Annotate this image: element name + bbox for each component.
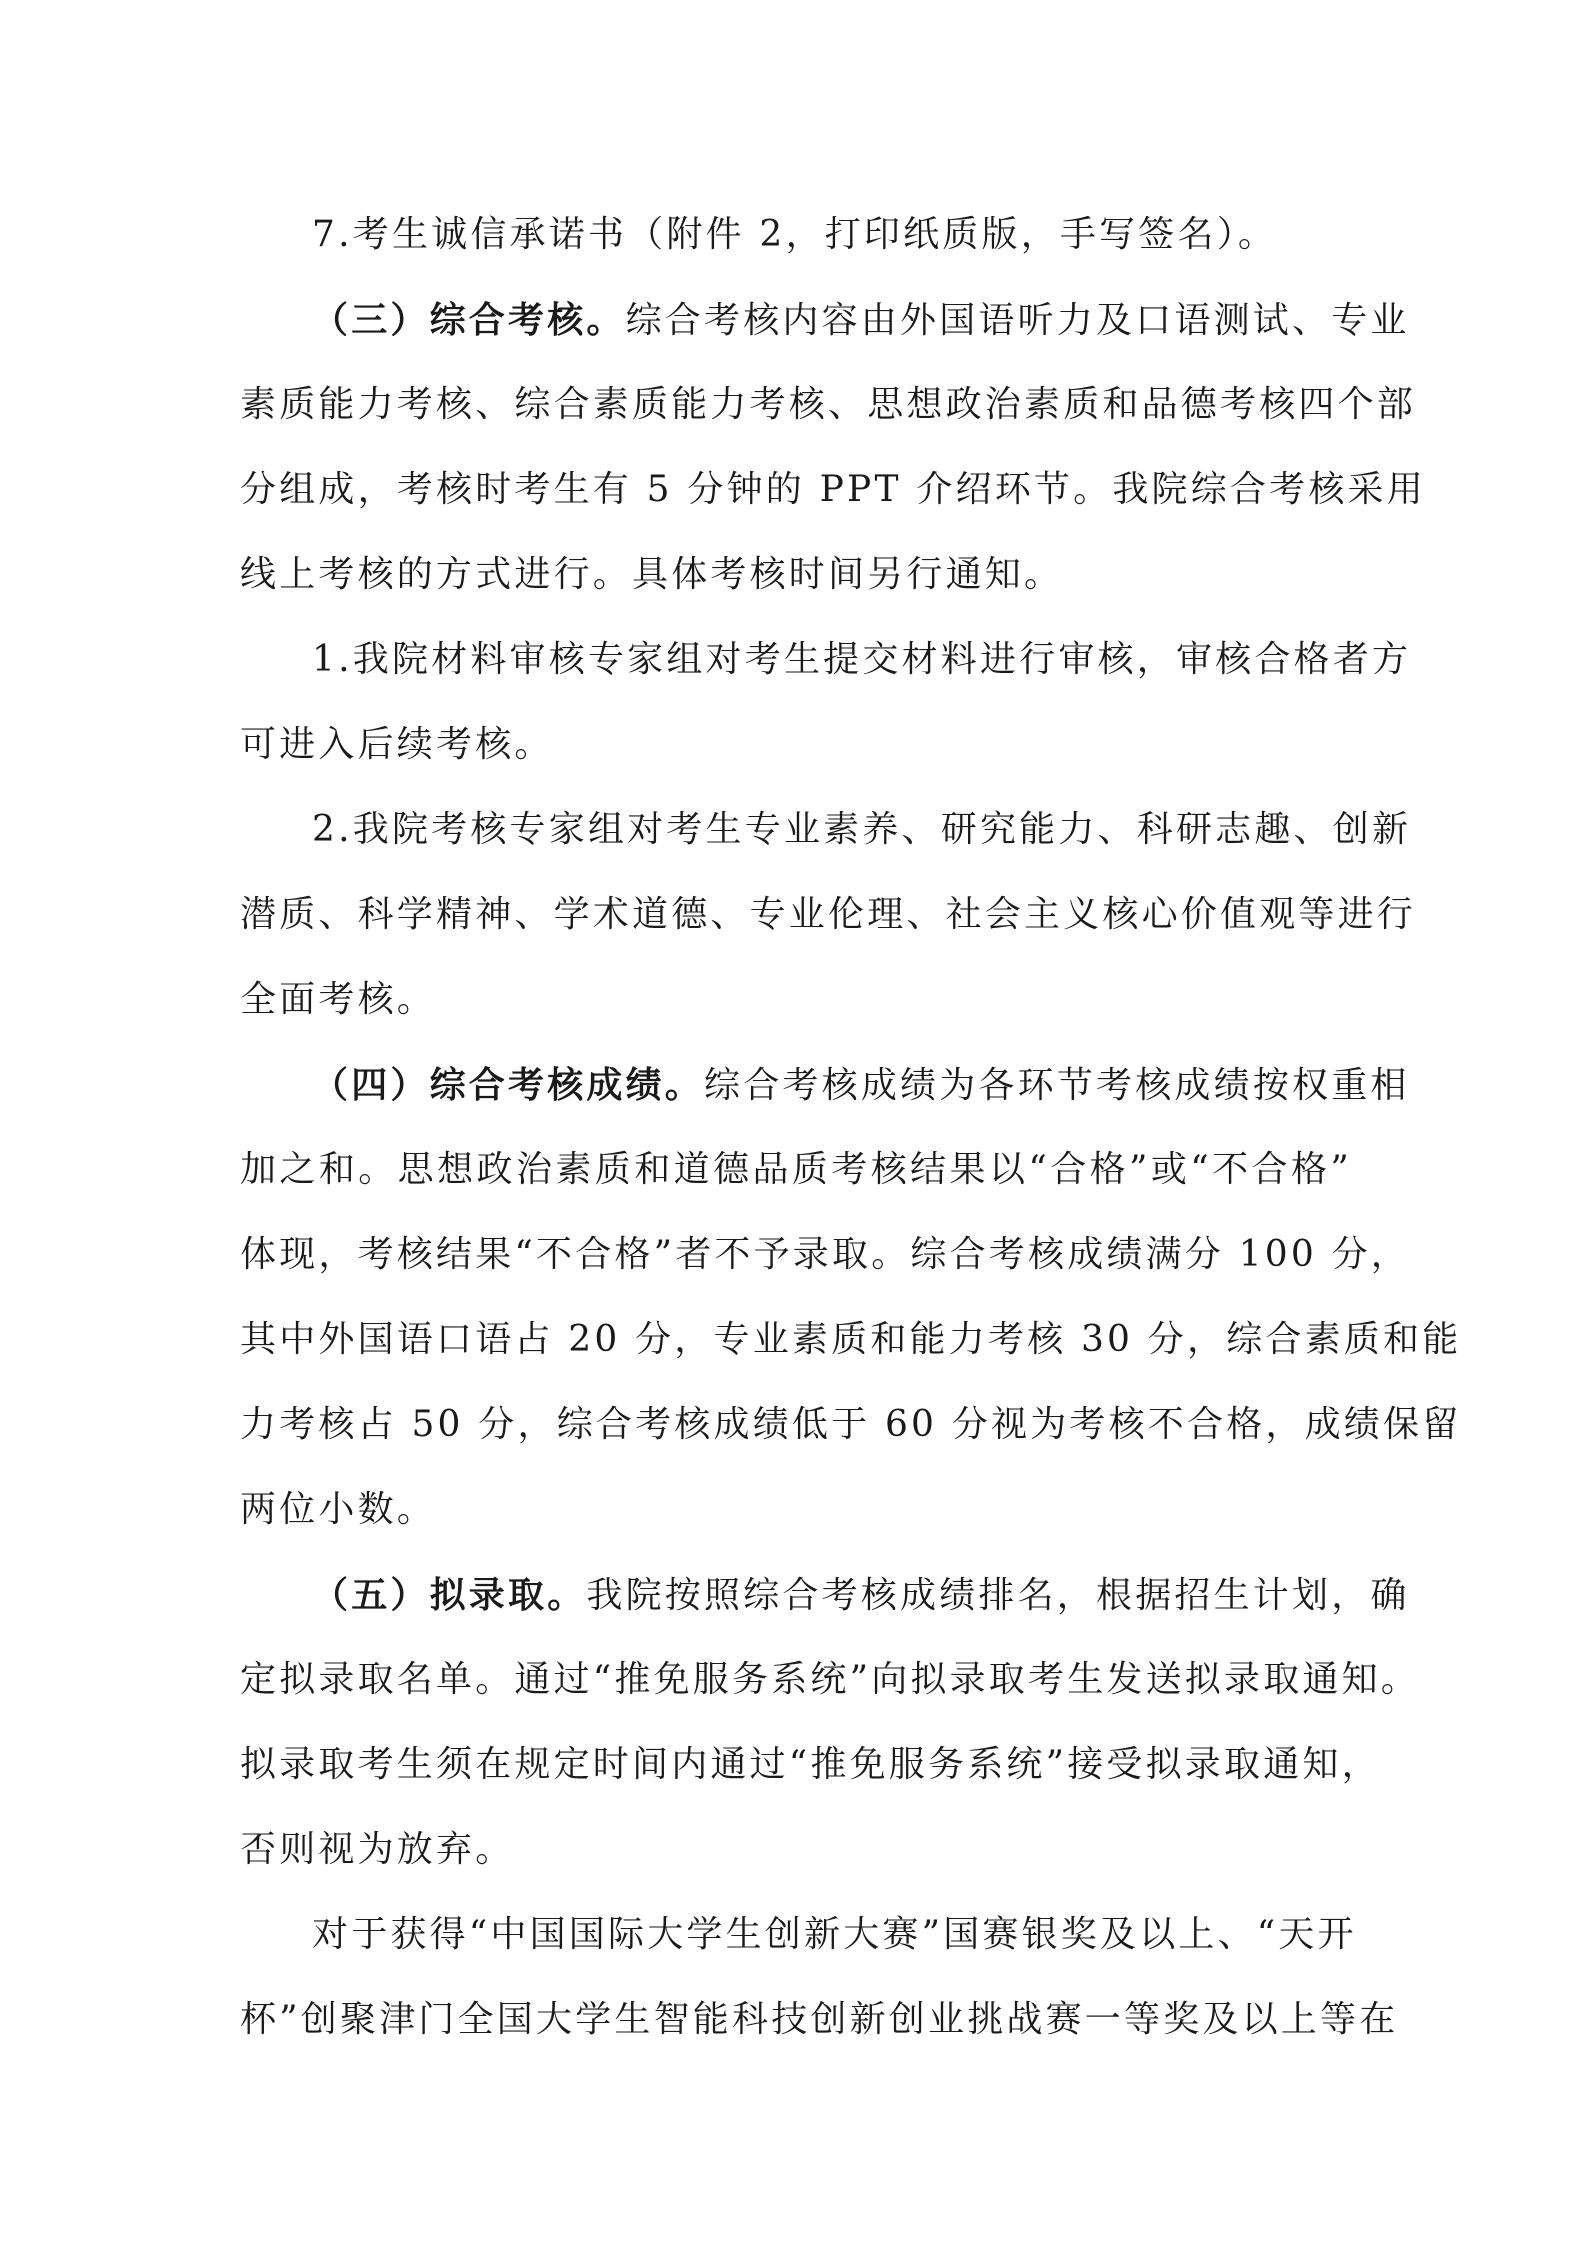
paragraph-line <box>312 636 1412 684</box>
section-heading: （四）综合考核成绩。 <box>312 1064 705 1106</box>
paragraph-line <box>240 1826 1352 1874</box>
paragraph-line <box>240 721 1352 769</box>
paragraph-line <box>240 551 1352 599</box>
paragraph-line <box>312 211 1352 259</box>
line-text: 潜质、科学精神、学术道德、专业伦理、社会主义核心价值观等进行 <box>240 894 1417 935</box>
section-heading: （五）拟录取。 <box>312 1574 587 1616</box>
paragraph-line <box>240 1996 1399 2044</box>
line-text: 全面考核。 <box>240 979 437 1020</box>
line-text: 2.我院考核专家组对考生专业素养、研究能力、科研志趣、创新 <box>312 809 1412 850</box>
paragraph-line <box>312 806 1412 854</box>
line-text: 分组成，考核时考生有 5 分钟的 PPT 介绍环节。我院综合考核采用 <box>240 469 1426 510</box>
line-text: 其中外国语口语占 20 分，专业素质和能力考核 30 分，综合素质和能 <box>240 1319 1462 1360</box>
paragraph-line <box>240 466 1426 514</box>
paragraph-line <box>312 1911 1357 1959</box>
paragraph-line <box>240 976 1352 1024</box>
paragraph-line <box>240 1316 1462 1364</box>
paragraph-line <box>240 1401 1462 1449</box>
paragraph-line <box>240 1231 1411 1279</box>
paragraph-line <box>240 381 1417 429</box>
line-text: 1.我院材料审核专家组对考生提交材料进行审核，审核合格者方 <box>312 639 1412 680</box>
paragraph-line <box>312 1571 1410 1620</box>
line-text: 杯”创聚津门全国大学生智能科技创新创业挑战赛一等奖及以上等在 <box>240 1999 1399 2040</box>
paragraph-line <box>312 296 1410 345</box>
line-text: 对于获得“中国国际大学生创新大赛”国赛银奖及以上、“天开 <box>312 1914 1357 1955</box>
line-text: 力考核占 50 分，综合考核成绩低于 60 分视为考核不合格，成绩保留 <box>240 1404 1462 1445</box>
paragraph-line <box>240 1656 1421 1704</box>
line-text: 否则视为放弃。 <box>240 1829 515 1870</box>
paragraph-line <box>312 1061 1410 1110</box>
line-text: 加之和。思想政治素质和道德品质考核结果以“合格”或“不合格” <box>240 1149 1352 1190</box>
paragraph-line <box>240 1741 1381 1789</box>
paragraph-line <box>240 1146 1352 1194</box>
line-text: 体现，考核结果“不合格”者不予录取。综合考核成绩满分 100 分， <box>240 1234 1411 1275</box>
line-text: 拟录取考生须在规定时间内通过“推免服务系统”接受拟录取通知， <box>240 1744 1381 1785</box>
paragraph-line <box>240 891 1417 939</box>
line-text: 两位小数。 <box>240 1489 437 1530</box>
paragraph-line <box>240 1486 1352 1534</box>
line-text: 定拟录取名单。通过“推免服务系统”向拟录取考生发送拟录取通知。 <box>240 1659 1421 1700</box>
line-text: 线上考核的方式进行。具体考核时间另行通知。 <box>240 554 1064 595</box>
line-text: 我院按照综合考核成绩排名，根据招生计划，确 <box>586 1575 1410 1616</box>
line-text: 综合考核成绩为各环节考核成绩按权重相 <box>704 1065 1410 1106</box>
line-text: 可进入后续考核。 <box>240 724 554 765</box>
section-heading: （三）综合考核。 <box>312 299 626 341</box>
line-text: 素质能力考核、综合素质能力考核、思想政治素质和品德考核四个部 <box>240 384 1417 425</box>
line-text: 综合考核内容由外国语听力及口语测试、专业 <box>625 300 1410 341</box>
line-text: 7.考生诚信承诺书（附件 2，打印纸质版，手写签名）。 <box>312 214 1278 255</box>
